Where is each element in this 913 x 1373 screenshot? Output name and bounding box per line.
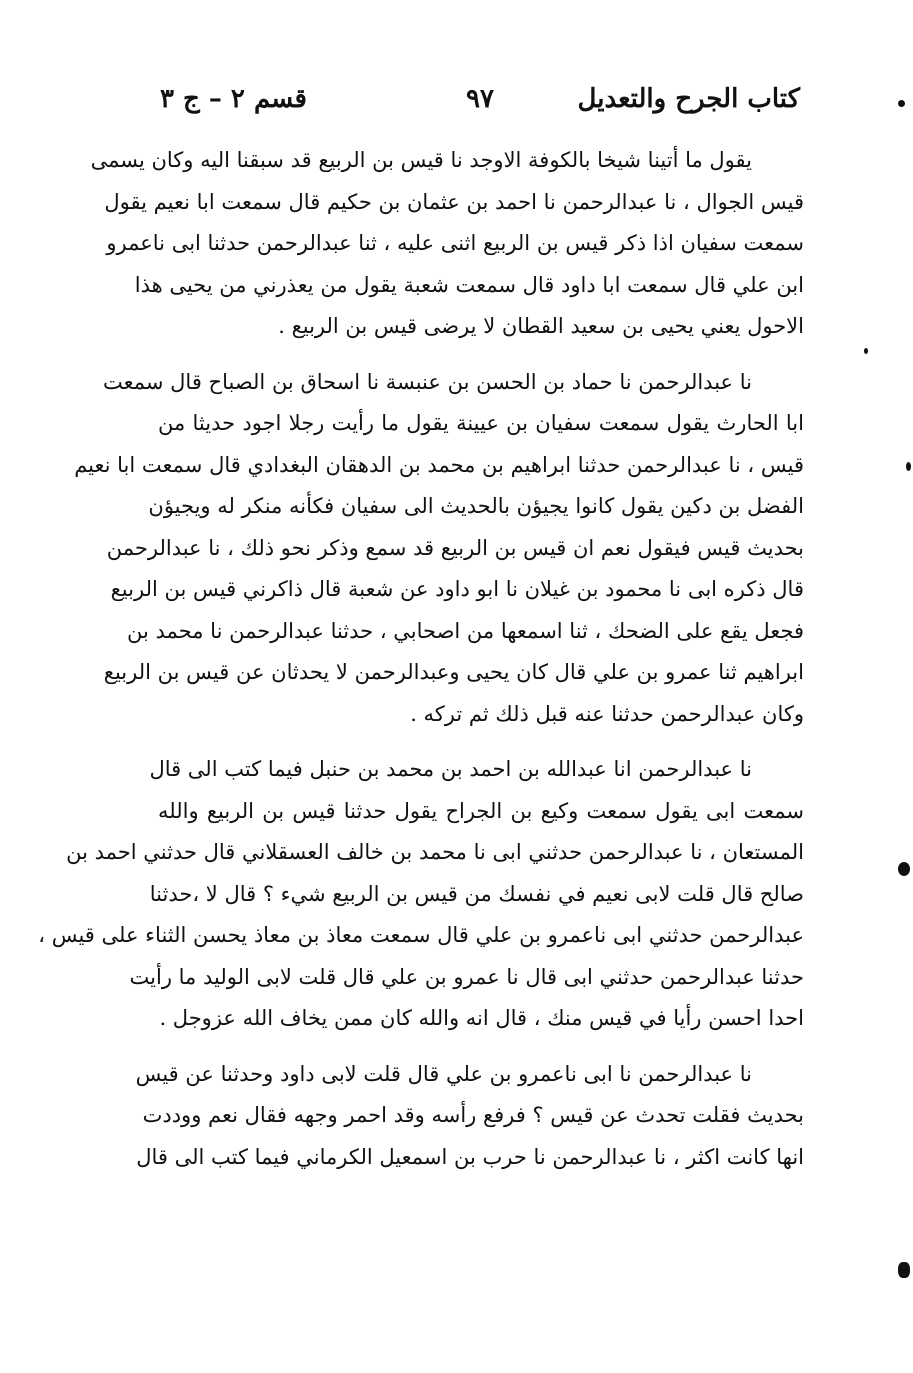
paragraph [38, 749, 804, 1040]
text-line: قيس ، نا عبدالرحمن حدثنا ابراهيم بن محمد بن الدهقان البغدادي قال سمعت ابا نعيم [74, 452, 804, 477]
margin-speck [898, 1262, 910, 1278]
paragraph [74, 362, 804, 736]
running-title: كتاب الجرح والتعديل [577, 84, 800, 114]
text-line: الاحول يعني يحيى بن سعيد القطان لا يرضى قيس بن الربيع . [278, 314, 804, 338]
page-header [160, 84, 800, 124]
text-line: فجعل يقع على الضحك ، ثنا اسمعها من اصحابي ، حدثنا عبدالرحمن نا محمد بن [127, 618, 804, 643]
text-line: الفضل بن دكين يقول كانوا يجيؤن بالحديث الى سفيان فكأنه منكر له ويجيؤن [148, 494, 804, 518]
text-line: ابن علي قال سمعت ابا داود قال سمعت شعبة يقول من يعذرني من يحيى هذا [134, 272, 804, 297]
paragraph [90, 140, 804, 348]
text-line: عبدالرحمن حدثني ابى ناعمرو بن علي قال سمعت معاذ بن معاذ يحسن الثناء على قيس ، [38, 923, 804, 947]
text-line: صالح قال قلت لابى نعيم في نفسك من قيس بن الربيع شيء ؟ قال لا ،حدثنا [149, 881, 804, 906]
text-line: المستعان ، نا عبدالرحمن حدثني ابى نا محمد بن خالف العسقلاني قال حدثني احمد بن [66, 840, 804, 864]
text-line: بحديث فقلت تحدث عن قيس ؟ فرفع رأسه وقد احمر وجهه فقال نعم ووددت [142, 1103, 804, 1127]
text-line: احدا احسن رأيا في قيس منك ، قال انه والله كان ممن يخاف الله عزوجل . [159, 1006, 804, 1030]
text-line: انها كانت اكثر ، نا عبدالرحمن نا حرب بن اسمعيل الكرماني فيما كتب الى قال [136, 1144, 804, 1169]
page-number: ٩٧ [466, 84, 494, 114]
margin-speck [898, 100, 905, 107]
text-line: نا عبدالرحمن نا حماد بن الحسن بن عنبسة نا اسحاق بن الصباح قال سمعت [103, 369, 752, 394]
text-line: قال ذكره ابى نا محمود بن غيلان نا ابو داود عن شعبة قال ذاكرني قيس بن الربيع [110, 577, 804, 601]
body-text [38, 140, 804, 1192]
margin-speck [898, 862, 910, 876]
text-line: حدثنا عبدالرحمن حدثني ابى قال نا عمرو بن علي قال قلت لابى الوليد ما رأيت [129, 964, 804, 989]
margin-speck [864, 348, 868, 354]
text-line: سمعت ابى يقول سمعت وكيع بن الجراح يقول حدثنا قيس بن الربيع والله [158, 798, 804, 823]
volume-part: قسم ٢ – ج ٣ [160, 84, 307, 114]
paragraph [135, 1054, 804, 1179]
text-line: بحديث قيس فيقول نعم ان قيس بن الربيع قد سمع وذكر نحو ذلك ، نا عبدالرحمن [106, 535, 804, 560]
text-line: ابا الحارث يقول سمعت سفيان بن عيينة يقول ما رأيت رجلا اجود حديثا من [158, 411, 804, 435]
text-line: نا عبدالرحمن نا ابى ناعمرو بن علي قال قلت لابى داود وحدثنا عن قيس [135, 1061, 752, 1086]
text-line: ابراهيم ثنا عمرو بن علي قال كان يحيى وعبدالرحمن لا يحدثان عن قيس بن الربيع [103, 660, 804, 684]
text-line: سمعت سفيان اذا ذكر قيس بن الربيع اثنى عليه ، ثنا عبدالرحمن حدثنا ابى ناعمرو [106, 231, 804, 255]
text-line: قيس الجوال ، نا عبدالرحمن نا احمد بن عثمان بن حكيم قال سمعت ابا نعيم يقول [104, 189, 804, 214]
text-line: نا عبدالرحمن انا عبدالله بن احمد بن محمد بن حنبل فيما كتب الى قال [149, 757, 752, 781]
text-line: يقول ما أتينا شيخا بالكوفة الاوجد نا قيس بن الربيع قد سبقنا اليه وكان يسمى [90, 148, 752, 172]
margin-speck [906, 462, 911, 471]
text-line: وكان عبدالرحمن حدثنا عنه قبل ذلك ثم تركه . [410, 701, 804, 726]
